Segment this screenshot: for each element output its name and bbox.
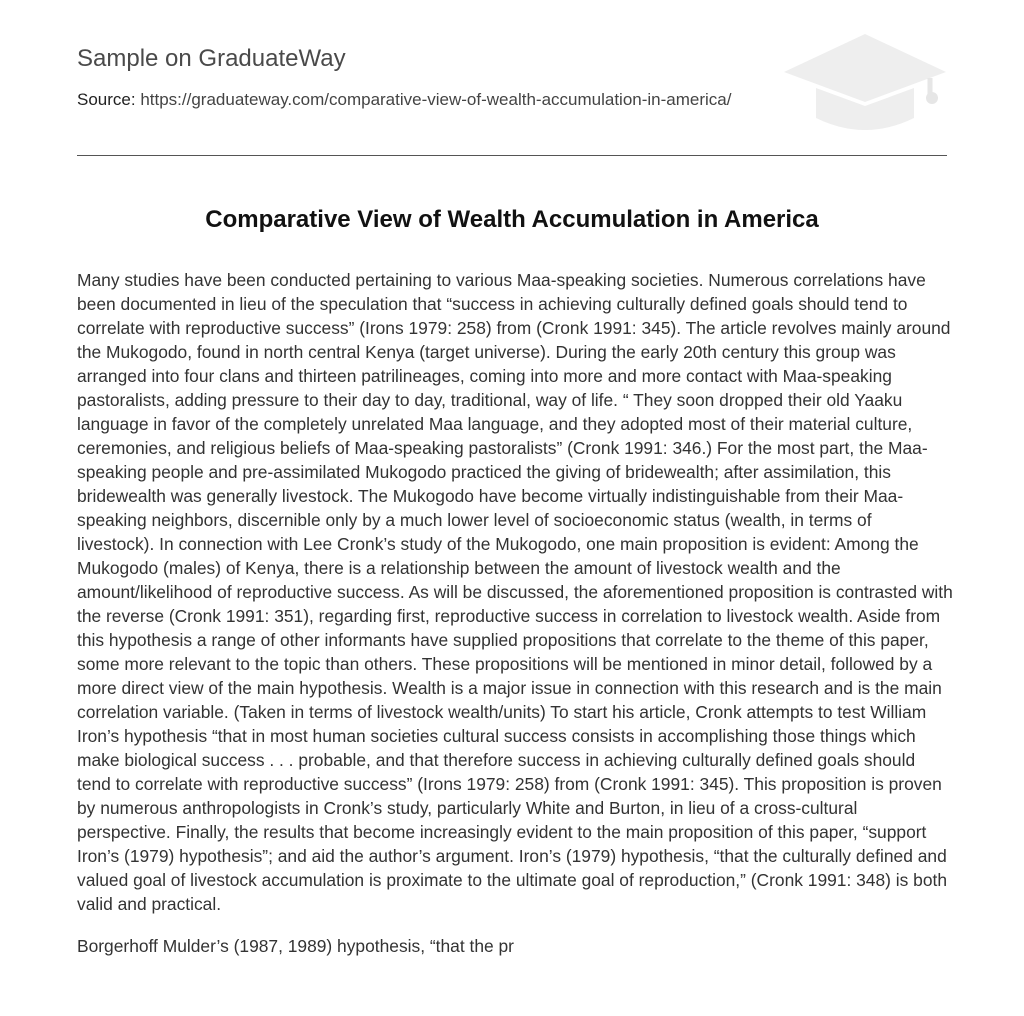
- source-link[interactable]: https://graduateway.com/comparative-view-of-wealth-accumulation-in-america/: [140, 90, 732, 109]
- paragraph: Borgerhoff Mulder’s (1987, 1989) hypothesis, “that the pr: [77, 936, 514, 956]
- document-body: [77, 268, 953, 976]
- document-title: Comparative View of Wealth Accumulation in America: [205, 206, 819, 233]
- site-title: Sample on GraduateWay: [77, 45, 346, 72]
- source-label: Source:: [77, 90, 136, 109]
- source-line: [77, 89, 731, 111]
- paragraph: Many studies have been conducted pertaining to various Maa-speaking societies. Numerous correlations have been documented in lieu of the speculation that “success in achieving culturally defined goals should tend to correlate with reproductive success” (Irons 1979: 258) from (Cronk 1991: 345). The article revolves mainly around the Mukogodo, found in north central Kenya (target universe). During the early 20th century this group was arranged into four clans and thirteen patrilineages, coming into more and more contact with Maa-speaking pastoralists, adding pressure to their day to day, traditional, way of life. “ They soon dropped their old Yaaku language in favor of the completely unrelated Maa language, and they adopted most of their material culture, ceremonies, and religious beliefs of Maa-speaking pastoralists” (Cronk 1991: 346.) For the most part, the Maa-speaking people and pre-assimilated Mukogodo practiced the giving of bridewealth; after assimilation, this bridewealth was generally livestock. The Mukogodo have become virtually indistinguishable from their Maa-speaking neighbors, discernible only by a much lower level of socioeconomic status (wealth, in terms of livestock). In connection with Lee Cronk’s study of the Mukogodo, one main proposition is evident: Among the Mukogodo (males) of Kenya, there is a relationship between the amount of livestock wealth and the amount/likelihood of reproductive success. As will be discussed, the aforementioned proposition is contrasted with the reverse (Cronk 1991: 351), regarding first, reproductive success in correlation to livestock wealth. Aside from this hypothesis a range of other informants have supplied propositions that correlate to the theme of this paper, some more relevant to the topic than others. These propositions will be mentioned in minor detail, followed by a more direct view of the main hypothesis. Wealth is a major issue in connection with this research and is the main correlation variable. (Taken in terms of livestock wealth/units) To start his article, Cronk attempts to test William Iron’s hypothesis “that in most human societies cultural success consists in accomplishing those things which make biological success . . . probable, and that therefore success in achieving culturally defined goals should tend to correlate with reproductive success” (Irons 1979: 258) from (Cronk 1991: 345). This proposition is proven by numerous anthropologists in Cronk’s study, particularly White and Burton, in lieu of a cross-cultural perspective. Finally, the results that become increasingly evident to the main proposition of this paper, “support Iron’s (1979) hypothesis”; and aid the author’s argument. Iron’s (1979) hypothesis, “that the culturally defined and valued goal of livestock accumulation is proximate to the ultimate goal of reproduction,” (Cronk 1991: 348) is both valid and practical.: [77, 270, 953, 914]
- graduation-cap-icon: [780, 30, 950, 134]
- header-divider: [77, 155, 947, 156]
